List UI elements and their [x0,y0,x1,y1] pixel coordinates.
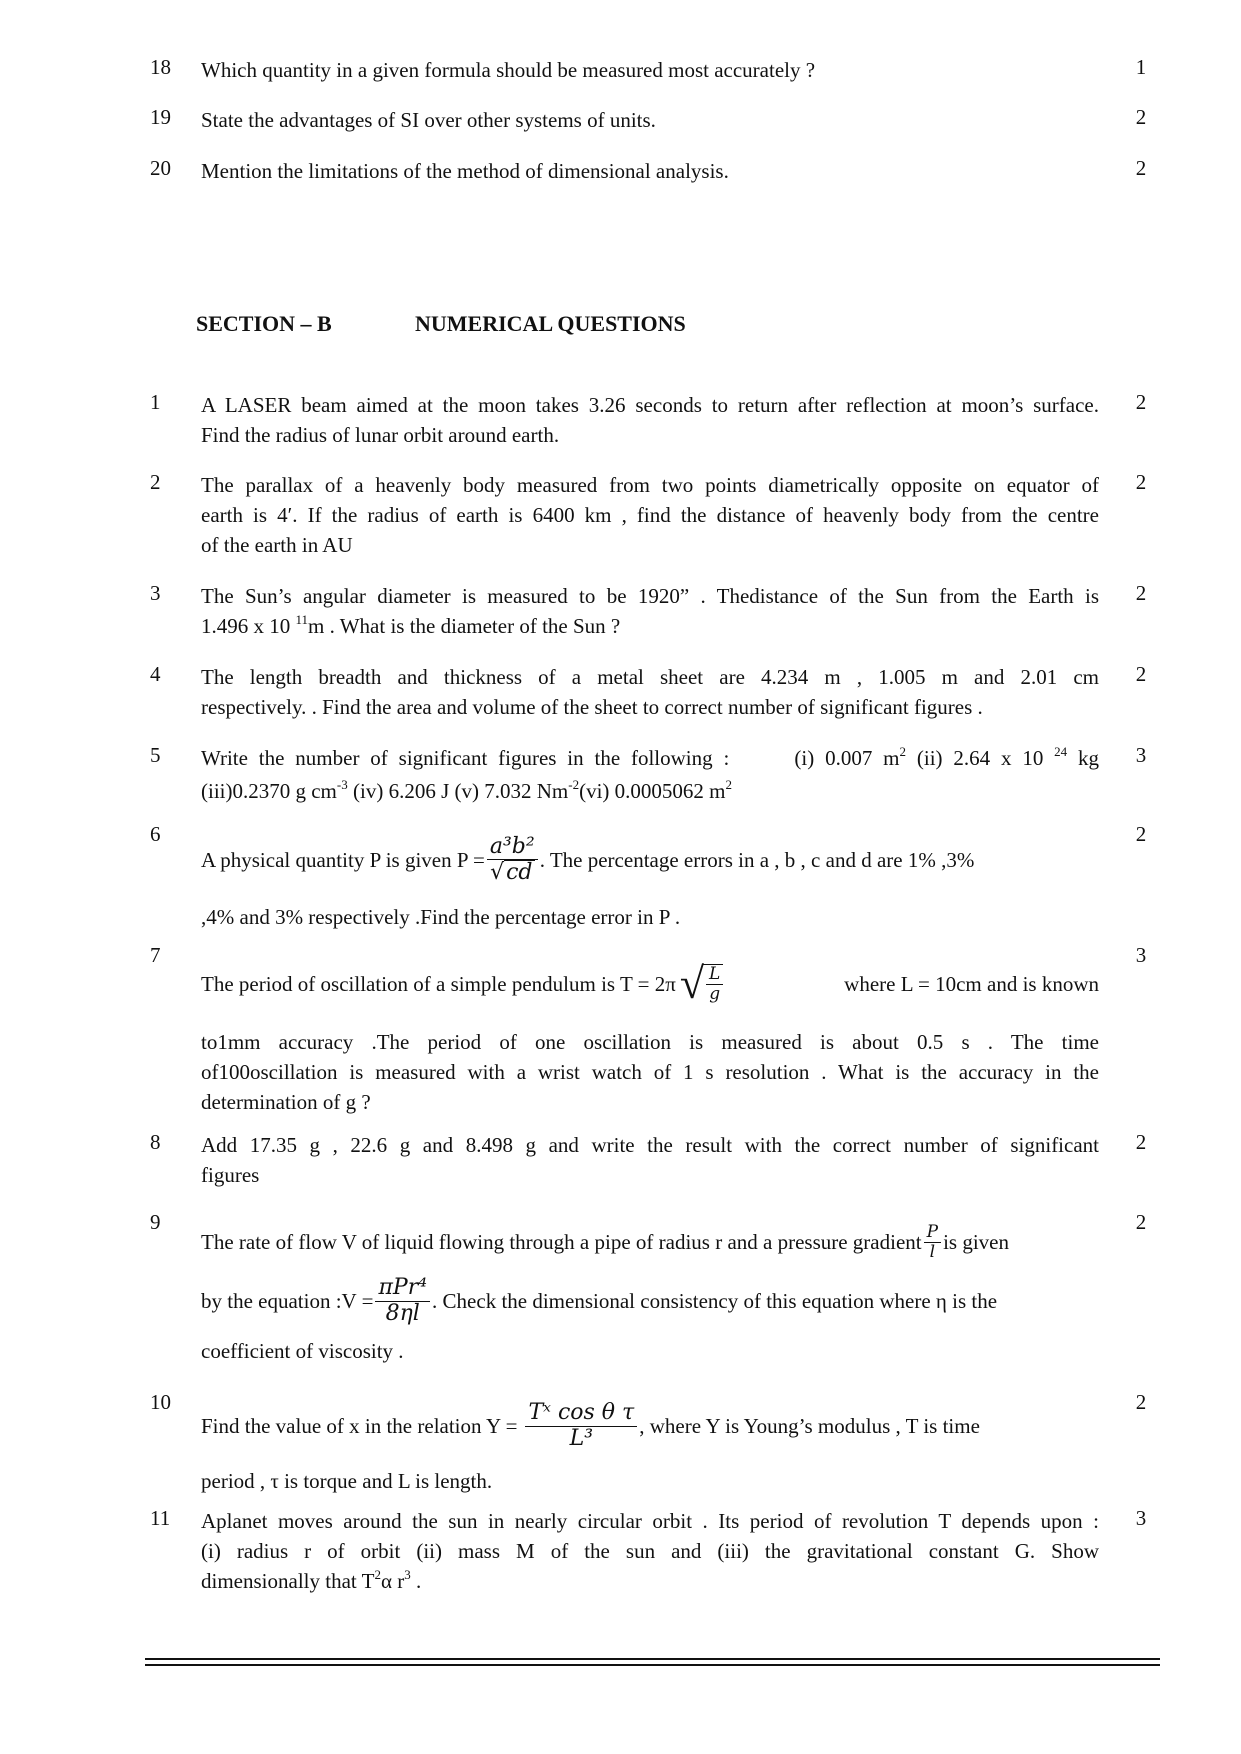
question-text: State the advantages of SI over other systems of units. [201,108,656,132]
question-text: The length breadth and thickness of a metal sheet are 4.234 m , 1.005 m and 2.01 cm respectively. . Find the area and volume of the sheet to correct number of significant figures . [201,665,1099,719]
question-text: A LASER beam aimed at the moon takes 3.26 seconds to return after reflection at moon’s surface. Find the radius of lunar orbit around earth. [201,393,1099,447]
question-text: Find the value of x in the relation Y = $\frac{\text{Tˣ cos θ τ}}{\text{L³}}$ , where Y is Young’s modulus , T is time period , τ is torque and L is length. [201,1400,980,1493]
question-number: 2 [150,470,161,494]
question-number: 8 [150,1130,161,1154]
sqrt-icon: √ [679,959,705,1008]
question-number: 6 [150,822,161,846]
question-marks: 2 [1135,1210,1147,1234]
question-marks: 2 [1135,105,1147,129]
section-label: SECTION – B [196,311,332,336]
question-text: Which quantity in a given formula should be measured most accurately ? [201,58,816,82]
question-number: 9 [150,1210,161,1234]
question-marks: 2 [1135,822,1147,846]
question-marks: 2 [1135,581,1147,605]
question-number: 18 [150,55,171,79]
question-text: The period of oscillation of a simple pendulum is T = 2π √ $\frac{L}{g}$ where L = 10cm and is known to1mm accuracy .The period of one oscillation is measured is about 0.5 s . The time of100oscillation is measured with a wrist watch of 1 s resolution . What is the accuracy in the determination of g ? [201,959,1099,1114]
question-text: The parallax of a heavenly body measured from two points diametrically opposite on equator of earth is 4′. If the radius of earth is 6400 km , find the distance of heavenly body from the centre of the earth in AU [201,473,1099,557]
question-number: 10 [150,1390,171,1414]
question-marks: 3 [1135,743,1147,767]
formula-fraction: $\frac{L}{g}$ [702,964,723,1003]
question-number: 20 [150,156,171,180]
pressure-gradient-fraction: $\frac{P}{l}$ [924,1223,941,1261]
question-text: A physical quantity P is given P = $\frac{\text{a³b²}}{√cd}$ . The percentage errors in a , b , c and d are 1% ,3% ,4% and 3% respectively .Find the percentage error in P . [201,833,975,929]
question-text: Write the number of significant figures in the following : (i) 0.007 $m^2$ (ii) 2.64 x 10 $^{24}$ kg (iii)0.2370 g $cm^{-3}$ (iv) 6.206 J (v) 7.032 $Nm^{-2}(vi)$ 0.0005062 $m^2$ [201,744,1100,803]
question-marks: 2 [1135,156,1147,180]
question-marks: 1 [1135,55,1147,79]
question-text: Add 17.35 g , 22.6 g and 8.498 g and write the result with the correct number of significant figures [201,1133,1099,1187]
flow-rate-fraction: $\frac{\text{πPr⁴}}{8\eta l}$ [375,1276,430,1325]
question-number: 3 [150,581,161,605]
question-number: 4 [150,662,161,686]
question-number: 5 [150,743,161,767]
question-text: Mention the limitations of the method of dimensional analysis. [201,159,729,183]
question-marks: 2 [1135,390,1147,414]
youngs-modulus-fraction: $\frac{\text{Tˣ cos θ τ}}{\text{L³}}$ [525,1401,637,1450]
question-marks: 3 [1135,943,1147,967]
section-title: NUMERICAL QUESTIONS [415,311,686,336]
question-text: The rate of flow V of liquid flowing through a pipe of radius r and a pressure gradient $\frac{P}{l}$ is given by the equation :V = $\frac{\text{πPr⁴}}{8\eta l}$ . Check the dimensional consistency of this equation where η is the coefficient of viscosity . [201,1221,1009,1363]
question-number: 7 [150,943,161,967]
question-marks: 2 [1135,1390,1147,1414]
question-marks: 3 [1135,1506,1147,1530]
question-number: 19 [150,105,171,129]
question-marks: 2 [1135,662,1147,686]
question-text: Aplanet moves around the sun in nearly circular orbit . Its period of revolution T depends upon : (i) radius r of orbit (ii) mass M of the sun and (iii) the gravitational constant G. Show dimensionally that $T^2\alpha$ $r^3$ . [201,1509,1099,1593]
footer-rule-bottom [145,1664,1160,1666]
formula-fraction: $\frac{\text{a³b²}}{√cd}$ [487,835,538,885]
footer-rule-top [145,1658,1160,1660]
question-number: 11 [150,1506,171,1530]
question-number: 1 [150,390,161,414]
question-marks: 2 [1135,470,1147,494]
question-text: The Sun’s angular diameter is measured to be 1920” . Thedistance of the Sun from the Earth is 1.496 x 10 $^{11}$m . What is the diameter of the Sun ? [201,584,1099,638]
question-marks: 2 [1135,1130,1147,1154]
